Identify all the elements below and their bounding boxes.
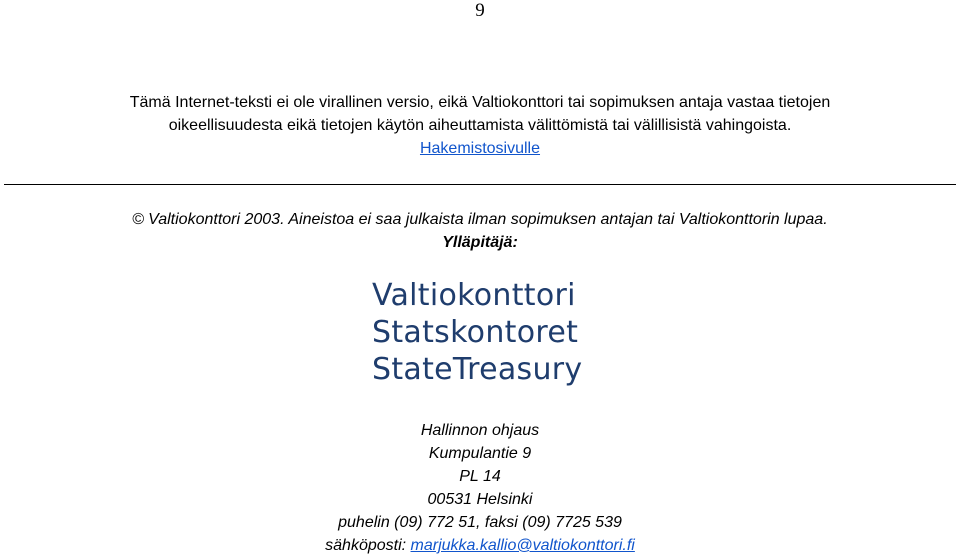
logo-line-swedish: Statskontoret bbox=[372, 315, 579, 350]
disclaimer-line-2: oikeellisuudesta eikä tietojen käytön aiheuttamista välittömistä tai välillisistä vahingoista. bbox=[168, 117, 792, 134]
page-number: 9 bbox=[475, 0, 485, 21]
maintainer-label: Ylläpitäjä: bbox=[442, 234, 518, 251]
contact-address bbox=[0, 419, 960, 557]
address-street: Kumpulantie 9 bbox=[428, 445, 532, 462]
copyright-icon: © bbox=[132, 211, 145, 228]
email-link[interactable]: marjukka.kallio@valtiokonttori.fi bbox=[410, 537, 635, 554]
logo-line-finnish: Valtiokonttori bbox=[372, 278, 576, 313]
divider bbox=[4, 184, 956, 185]
email-label: sähköposti: bbox=[325, 537, 407, 554]
copyright-text: Valtiokonttori 2003. Aineistoa ei saa julkaista ilman sopimuksen antajan tai Valtiokonttorin lupaa. bbox=[148, 211, 828, 228]
address-postal: 00531 Helsinki bbox=[427, 491, 533, 508]
address-department: Hallinnon ohjaus bbox=[420, 422, 540, 439]
index-page-link[interactable]: Hakemistosivulle bbox=[419, 140, 541, 157]
disclaimer bbox=[0, 91, 960, 160]
valtiokonttori-logo bbox=[372, 277, 632, 388]
logo-line-english: StateTreasury bbox=[372, 352, 583, 387]
address-phone: puhelin (09) 772 51, faksi (09) 7725 539 bbox=[338, 514, 622, 531]
copyright-notice bbox=[4, 208, 956, 254]
address-po-box: PL 14 bbox=[459, 468, 501, 485]
disclaimer-line-1: Tämä Internet-teksti ei ole virallinen versio, eikä Valtiokonttori tai sopimuksen antaja vastaa tietojen bbox=[129, 94, 831, 111]
